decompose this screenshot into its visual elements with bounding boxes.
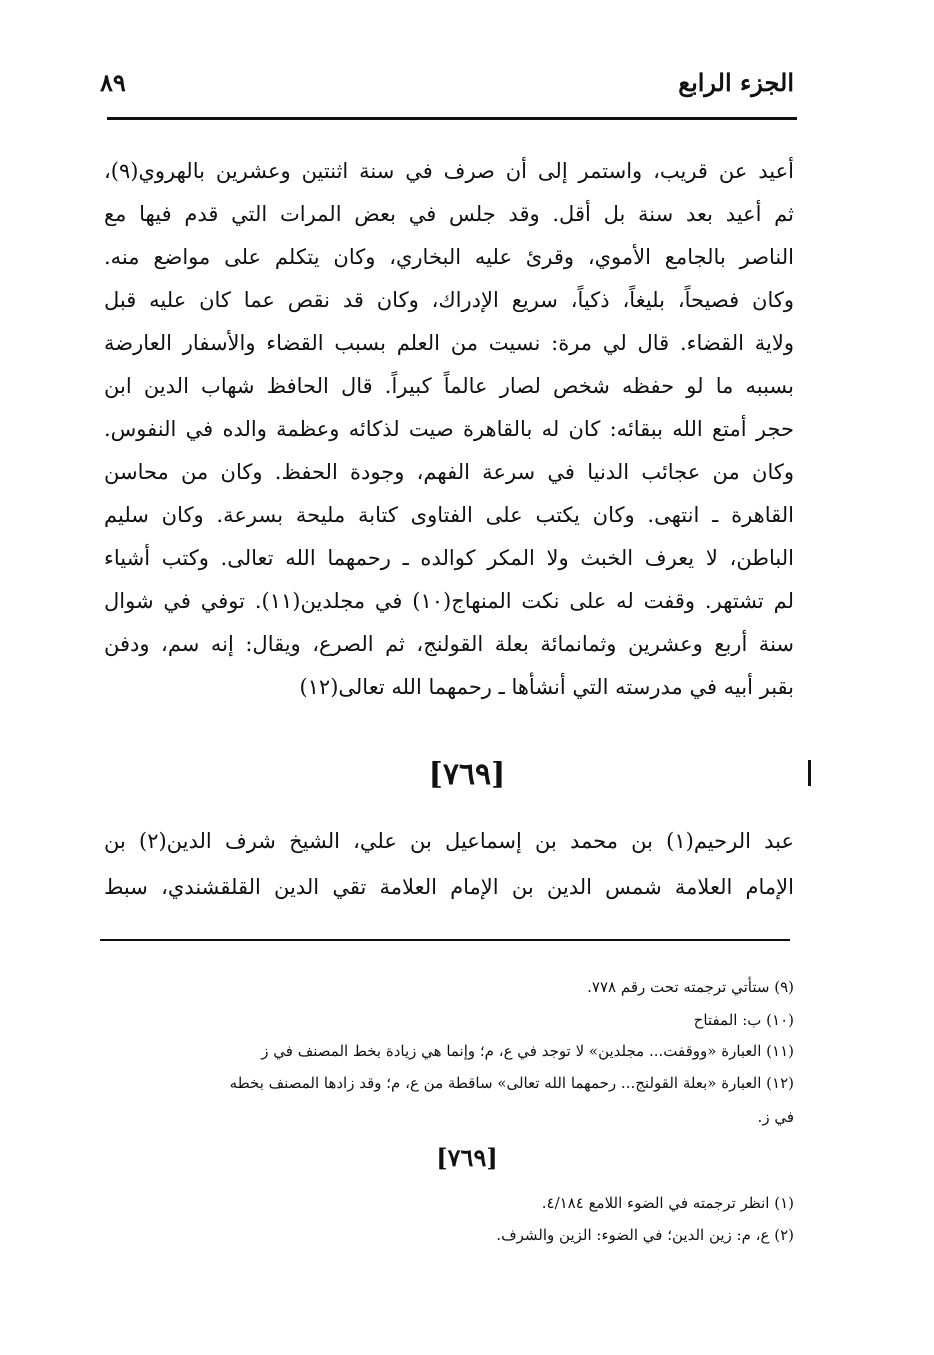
text-line: بقبر أبيه في مدرسته التي أنشأها ـ رحمهما الله تعالى(١٢): [299, 675, 794, 699]
text-line: حجر أمتع الله ببقائه: كان له بالقاهرة صيت لذكائه وعظمة والده في النفوس.: [104, 417, 794, 441]
text-line: عبد الرحيم(١) بن محمد بن إسماعيل بن علي، الشيخ شرف الدين(٢) بن: [104, 829, 794, 853]
text-line: ثم أعيد بعد سنة بل أقل. وقد جلس في بعض المرات التي قدم فيها مع: [104, 202, 794, 226]
header-rule: [107, 117, 797, 120]
text-line: بسببه ما لو حفظه شخص لصار عالماً كبيراً. قال الحافظ شهاب الدين ابن: [104, 374, 794, 398]
footnote: في ز.: [757, 1108, 794, 1126]
footnote: (١١) العبارة «ووقفت... مجلدين» لا توجد في ع، م؛ وإنما هي زيادة بخط المصنف في ز: [261, 1042, 794, 1060]
footnote: (١) انظر ترجمته في الضوء اللامع ٤/١٨٤.: [541, 1194, 794, 1212]
text-line: وكان من عجائب الدنيا في سرعة الفهم، وجودة الحفظ. وكان من محاسن: [104, 460, 794, 484]
text-line: أعيد عن قريب، واستمر إلى أن صرف في سنة اثنتين وعشرين بالهروي(٩)،: [104, 159, 794, 183]
text-line: الإمام العلامة شمس الدين بن الإمام العلامة تقي الدين القلقشندي، سبط: [104, 875, 794, 899]
text-line: لم تشتهر. وقفت له على نكت المنهاج(١٠) في مجلدين(١١). توفي في شوال: [104, 589, 794, 613]
entry-number-heading: [٧٦٩]: [428, 757, 506, 792]
text-line: الباطن، لا يعرف الخبث ولا المكر كوالده ـ رحمهما الله تعالى. وكتب أشياء: [104, 546, 794, 570]
footnote: (٢) ع، م: زين الدين؛ في الضوء: الزين والشرف.: [496, 1226, 794, 1244]
text-line: سنة أربع وعشرين وثمانمائة بعلة القولنج، ثم الصرع، ويقال: إنه سم، ودفن: [104, 632, 794, 656]
page-number: ٨٩: [100, 68, 126, 97]
footnote: (١٠) ب: المفتاح: [693, 1011, 794, 1029]
text-line: الناصر بالجامع الأموي، وقرئ عليه البخاري، وكان يتكلم على مواضع منه.: [104, 245, 794, 269]
entry-text: [104, 818, 794, 910]
footnote: (١٢) العبارة «بعلة القولنج... رحمهما الله تعالى» ساقطة من ع، م؛ وقد زادها المصنف بخطه: [229, 1074, 794, 1092]
footnote: (٩) ستأتي ترجمته تحت رقم ٧٧٨.: [587, 978, 794, 996]
running-title: الجزء الرابع: [678, 68, 794, 97]
main-text: [104, 150, 794, 709]
text-line: ولاية القضاء. قال لي مرة: نسيت من العلم بسبب القضاء والأسفار العارضة: [104, 331, 794, 355]
footnote-entry-heading: [٧٦٩]: [436, 1143, 498, 1172]
footnote-rule: [100, 939, 790, 941]
page-header: [100, 62, 794, 102]
text-line: القاهرة ـ انتهى. وكان يكتب على الفتاوى كتابة مليحة بسرعة. وكان سليم: [104, 503, 794, 527]
text-line: وكان فصيحاً، بليغاً، ذكياً، سريع الإدراك، وكان قد نقص عما كان عليه قبل: [104, 288, 794, 312]
